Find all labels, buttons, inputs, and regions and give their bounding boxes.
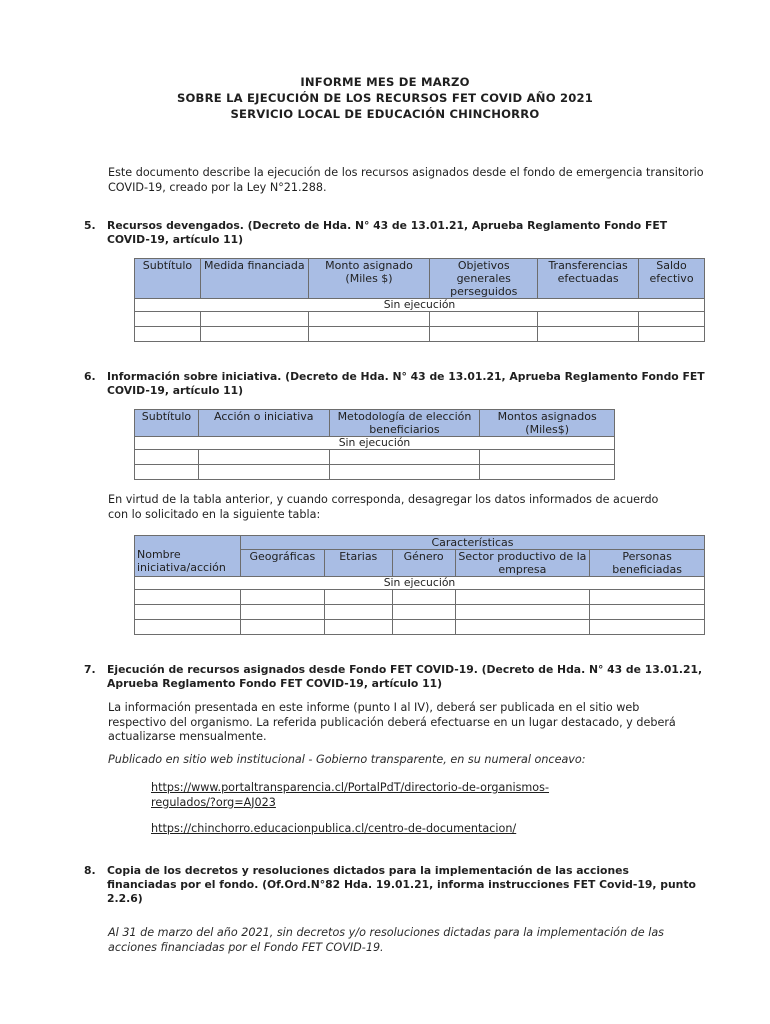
intro-paragraph: Este documento describe la ejecución de los recursos asignados desde el fondo de emergencia transitorio COVID-19, creado por la Ley N°21.288. [108, 166, 704, 194]
col-geograficas: Geográficas [240, 550, 324, 577]
col-monto-asignado: Monto asignado (Miles $) [308, 259, 430, 299]
table-row [135, 605, 705, 620]
section-7-heading: Ejecución de recursos asignados desde Fondo FET COVID-19. (Decreto de Hda. N° 43 de 13.01.21, Aprueba Reglamento Fondo FET COVID-19, artículo 11) [107, 663, 703, 690]
section-6-heading: Información sobre iniciativa. (Decreto de Hda. N° 43 de 13.01.21, Aprueba Reglamento Fondo FET COVID-19, artículo 11) [107, 370, 705, 397]
col-personas-beneficiadas: Personas beneficiadas [590, 550, 705, 577]
table-row [135, 620, 705, 635]
section-5-heading: Recursos devengados. (Decreto de Hda. N° 43 de 13.01.21, Aprueba Reglamento Fondo FET COVID-19, artículo 11) [107, 219, 668, 246]
group-caracteristicas: Características [240, 536, 704, 550]
table-row [135, 327, 705, 342]
section-8-paragraph: Al 31 de marzo del año 2021, sin decretos y/o resoluciones dictadas para la implementación de las acciones financiadas por el Fondo FET COVID-19. [108, 926, 665, 954]
section-8-heading: Copia de los decretos y resoluciones dictados para la implementación de las acciones financiadas por el fondo. (Of.Ord.N°82 Hda. 19.01.21, informa instrucciones FET Covid-19, punto 2.2.6) [107, 864, 696, 905]
disaggregation-note: En virtud de la tabla anterior, y cuando corresponda, desagregar los datos informados de acuerdo con lo solicitado en la siguiente tabla: [108, 493, 659, 521]
col-nombre-iniciativa-label: Nombre iniciativa/acción [137, 548, 226, 574]
centro-documentacion-link[interactable]: https://chinchorro.educacionpublica.cl/centro-de-documentacion/ [151, 822, 517, 835]
col-metodologia: Metodología de elección beneficiarios [329, 410, 480, 437]
section-7-number: 7. [84, 663, 96, 676]
published-note: Publicado en sitio web institucional - Gobierno transparente, en su numeral onceavo: [108, 753, 586, 766]
report-title-line-3: SERVICIO LOCAL DE EDUCACIÓN CHINCHORRO [230, 107, 540, 121]
col-subtitulo: Subtítulo [135, 259, 201, 299]
col-genero: Género [392, 550, 455, 577]
table-row [135, 590, 705, 605]
table-row [135, 312, 705, 327]
section-8-number: 8. [84, 864, 96, 877]
no-execution-cell: Sin ejecución [135, 299, 705, 312]
characteristics-table [134, 535, 705, 635]
section-6-table [134, 409, 615, 480]
col-transferencias: Transferencias efectuadas [538, 259, 639, 299]
portal-transparencia-link[interactable]: https://www.portaltransparencia.cl/PortalPdT/directorio-de-organismos-regulados/?org=AJ023 [151, 781, 550, 809]
table-row [135, 465, 615, 480]
col-etarias: Etarias [324, 550, 392, 577]
col-saldo-efectivo: Saldo efectivo [639, 259, 705, 299]
section-5-table [134, 258, 705, 342]
col-sector-productivo: Sector productivo de la empresa [455, 550, 590, 577]
col-medida-financiada: Medida financiada [200, 259, 308, 299]
col-subtitulo: Subtítulo [135, 410, 199, 437]
table-row [135, 450, 615, 465]
report-title-line-1: INFORME MES DE MARZO [300, 75, 470, 89]
col-montos-asignados: Montos asignados (Miles$) [480, 410, 615, 437]
section-6-number: 6. [84, 370, 96, 383]
col-nombre-iniciativa [135, 536, 241, 577]
section-5-number: 5. [84, 219, 96, 232]
col-accion-iniciativa: Acción o iniciativa [198, 410, 329, 437]
no-execution-cell: Sin ejecución [135, 577, 705, 590]
section-7-paragraph: La información presentada en este informe (punto I al IV), deberá ser publicada en el sitio web respectivo del organismo. La referida publicación deberá efectuarse en un lugar destacado, y deberá actualizarse mensualmente. [108, 701, 676, 743]
col-objetivos-generales: Objetivos generales perseguidos [430, 259, 538, 299]
report-title-line-2: SOBRE LA EJECUCIÓN DE LOS RECURSOS FET COVID AÑO 2021 [176, 91, 594, 105]
no-execution-cell: Sin ejecución [135, 437, 615, 450]
